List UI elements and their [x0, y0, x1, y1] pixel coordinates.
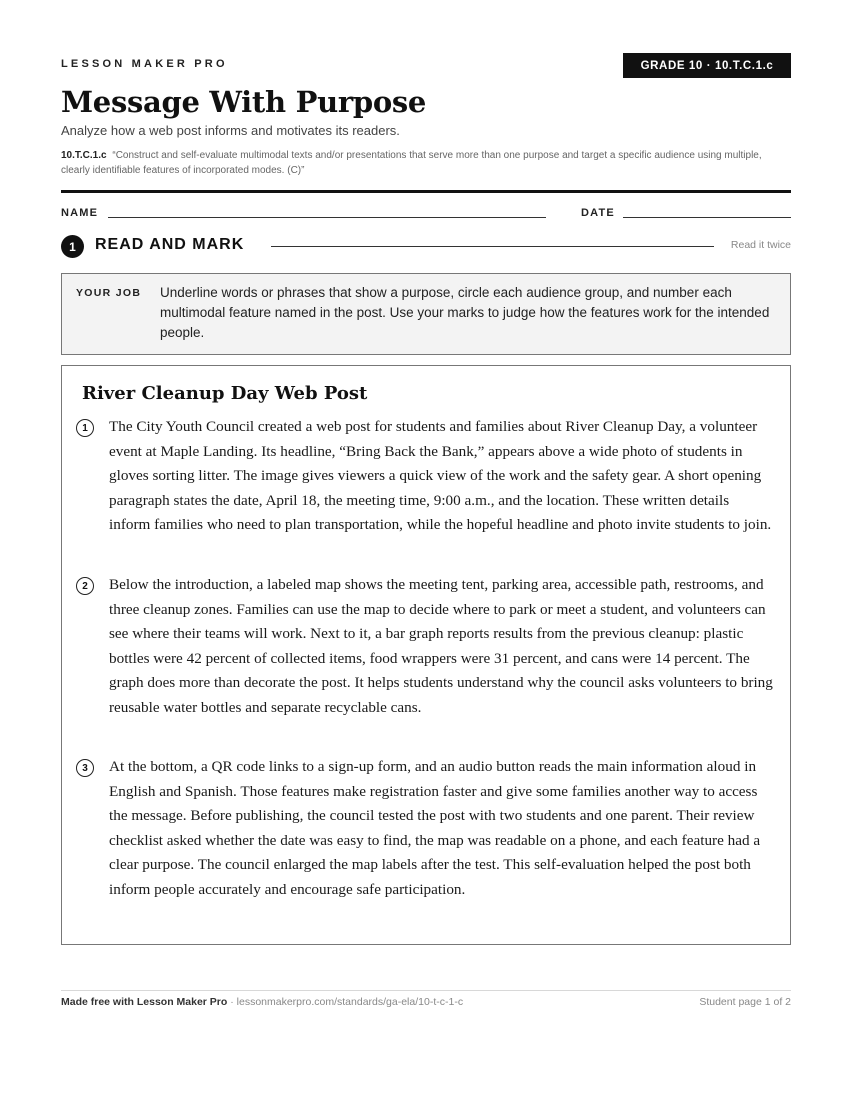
- paragraph-2: Below the introduction, a labeled map shows the meeting tent, parking area, accessible path, restrooms, and three cleanup zones. Families can use the map to decide where to park or meet a student, and volunteers can see where their teams will work. Next to it, a bar graph reports results from the previous cleanup: plastic bottles were 42 percent of collected items, food wrappers were 31 percent, and cans were 14 percent. The graph does more than decorate the post. It helps students understand why the council asks volunteers to bring reusable water bottles and separate recyclable cans.: [109, 576, 773, 716]
- footer-credit: [61, 996, 463, 1008]
- page-title: Message With Purpose: [61, 85, 427, 119]
- paragraph-3: At the bottom, a QR code links to a sign-up form, and an audio button reads the main information aloud in English and Spanish. Those features make registration faster and give some families another way to access the message. Before publishing, the council tested the post with two students and one parent. Their review checklist asked whether the date was easy to find, the map was readable on a phone, and each feature had a clear purpose. The council enlarged the map labels after the test. This self-evaluation helped the post both inform people accurately and encourage safe participation.: [109, 758, 761, 898]
- paragraph-number-3: 3: [76, 759, 94, 777]
- standard-text: “Construct and self-evaluate multimodal texts and/or presentations that serve more than one purpose and target a specific audience using multiple, clearly identifiable features of incorporated modes. (C)”: [61, 150, 762, 176]
- paragraph-number-2: 2: [76, 577, 94, 595]
- footer-made-with: Made free with Lesson Maker Pro: [61, 996, 228, 1008]
- job-text: Underline words or phrases that show a purpose, circle each audience group, and number each multimodal feature named in the post. Use your marks to judge how the features work for the intended people.: [160, 285, 770, 340]
- name-label: NAME: [61, 207, 99, 219]
- section-number-badge: 1: [61, 235, 84, 258]
- section-divider: [271, 246, 714, 247]
- date-field[interactable]: [623, 217, 791, 218]
- section-note: Read it twice: [730, 239, 791, 251]
- passage-title: River Cleanup Day Web Post: [82, 383, 368, 404]
- name-field[interactable]: [108, 217, 546, 218]
- header-divider: [61, 190, 791, 193]
- page-subtitle: Analyze how a web post informs and motivates its readers.: [61, 123, 400, 138]
- job-label: YOUR JOB: [76, 287, 142, 299]
- worksheet-page: [61, 0, 791, 1100]
- brand-name: LESSON MAKER PRO: [61, 58, 228, 70]
- standard-code: 10.T.C.1.c: [61, 150, 107, 161]
- grade-badge: GRADE 10 · 10.T.C.1.c: [623, 53, 791, 78]
- job-instructions-box: [61, 273, 791, 355]
- date-label: DATE: [581, 207, 615, 219]
- paragraph-number-1: 1: [76, 419, 94, 437]
- footer-page-number: Student page 1 of 2: [699, 996, 791, 1008]
- standard-description: [61, 148, 791, 178]
- reading-passage: [61, 365, 791, 945]
- section-title: READ AND MARK: [95, 236, 245, 253]
- paragraph-1: The City Youth Council created a web post for students and families about River Cleanup Day, a volunteer event at Maple Landing. Its headline, “Bring Back the Bank,” appears above a wide photo of students in gloves sorting litter. The image gives viewers a quick view of the work and the safety gear. A short opening paragraph states the date, April 18, the meeting time, 9:00 a.m., and the location. These written details inform families who need to plan transportation, while the hopeful headline and photo invite students to join.: [109, 418, 772, 534]
- footer-url[interactable]: · lessonmakerpro.com/standards/ga-ela/10-t-c-1-c: [227, 996, 464, 1008]
- footer-divider: [61, 990, 791, 991]
